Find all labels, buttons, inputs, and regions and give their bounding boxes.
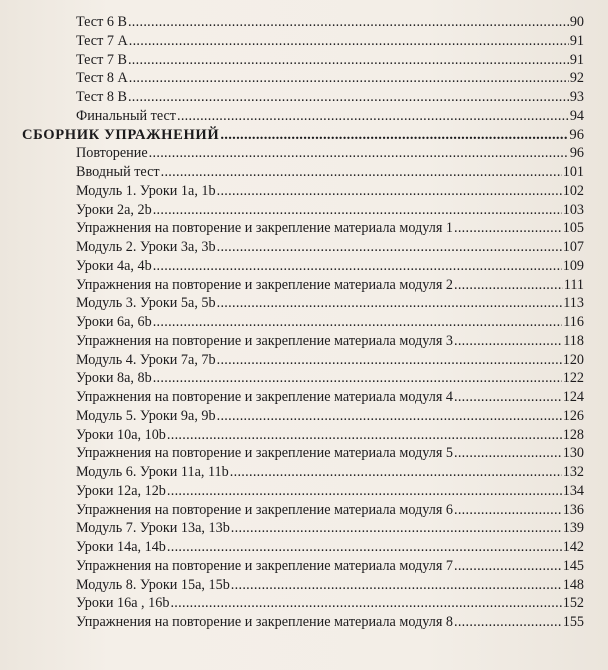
toc-entry-title: Упражнения на повторение и закрепление материала модуля 3 [76,332,453,349]
toc-leader-dots [454,276,563,294]
toc-leader-dots [167,426,562,444]
toc-entry-title: Модуль 5. Уроки 9a, 9b [76,407,216,424]
toc-entry [76,257,584,275]
toc-entry-title: Упражнения на повторение и закрепление материала модуля 1 [76,220,453,237]
toc-entry [76,576,584,594]
toc-section-page: 96 [569,126,584,143]
toc-entry-title: Уроки 12a, 12b [76,482,166,499]
toc-leader-dots [217,407,562,425]
toc-entry-page: 128 [562,426,584,443]
toc-entry [76,144,584,162]
toc-entry-page: 130 [562,445,584,462]
toc-entry-page: 94 [569,107,584,124]
toc-entry-title: Модуль 2. Уроки 3a, 3b [76,239,216,255]
toc-entry [76,613,584,631]
toc-leader-dots [217,182,562,200]
toc-leader-dots [217,238,562,256]
toc-entry-title: Тест 7 А [76,32,128,49]
toc-entry-page: 113 [563,295,584,312]
toc-entry-title: Упражнения на повторение и закрепление материала модуля 8 [76,614,453,630]
toc-entry-page: 126 [562,407,584,424]
toc-leader-dots [454,332,562,350]
toc-entry-page: 152 [562,595,584,612]
toc-leader-dots [454,444,562,462]
toc-leader-dots [128,51,569,69]
toc-leader-dots [170,594,561,612]
toc-entry [76,388,584,406]
toc-entry [76,463,584,481]
toc-entry-page: 136 [562,501,584,518]
toc-entry-title: Упражнения на повторение и закрепление материала модуля 7 [76,557,453,574]
toc-leader-dots [217,294,563,312]
toc-entry-page: 96 [569,145,584,162]
toc-entry [76,332,584,350]
toc-entry-page: 105 [562,220,584,237]
toc-leader-dots [161,163,562,181]
toc-entry-title: Тест 8 В [76,89,127,105]
toc-leader-dots [230,463,562,481]
toc-entry-title: Уроки 2a, 2b [76,201,152,218]
toc-entry-title: Тест 7 В [76,51,127,68]
toc-leader-dots [167,538,562,556]
toc-entry-title: Упражнения на повторение и закрепление материала модуля 5 [76,445,453,462]
toc-entry-title: Уроки 6a, 6b [76,314,152,330]
toc-leader-dots [454,219,562,237]
toc-section-heading [22,126,584,144]
toc-entry-title: Упражнения на повторение и закрепление материала модуля 6 [76,501,453,518]
toc-entry-title: Модуль 6. Уроки 11a, 11b [76,464,229,480]
toc-entry-page: 122 [562,370,584,387]
toc-entry-title: Вводный тест [76,164,160,180]
toc-leader-dots [128,88,569,106]
toc-entry-page: 107 [562,239,584,255]
toc-entry-title: Уроки 10a, 10b [76,426,166,443]
toc-entry-page: 145 [562,557,584,574]
toc-entry [76,294,584,312]
toc-entry-title: Модуль 8. Уроки 15a, 15b [76,576,230,593]
toc-entry [76,313,584,331]
toc-entry-page: 101 [562,164,584,180]
toc-entry-page: 124 [562,389,584,405]
toc-entry-page: 155 [562,614,584,630]
toc-entry-page: 91 [569,51,584,68]
toc-entry-page: 139 [562,520,584,537]
toc-entry [76,519,584,537]
toc-entry-title: Модуль 4. Уроки 7a, 7b [76,351,216,368]
toc-entry [76,107,584,125]
toc-entry-title: Модуль 1. Уроки 1a, 1b [76,182,216,199]
toc-entry-title: Модуль 7. Уроки 13a, 13b [76,520,230,537]
toc-entry-title: Модуль 3. Уроки 5a, 5b [76,295,216,312]
toc-entry-title: Тест 8 А [76,70,128,87]
toc-entry [76,482,584,500]
toc-entry-page: 134 [562,482,584,499]
toc-leader-dots [454,388,562,406]
toc-leader-dots [220,126,568,144]
toc-entry [76,13,584,31]
toc-entry [76,163,584,181]
toc-entry-page: 109 [562,257,584,274]
toc-entry [76,276,584,294]
toc-entry [76,32,584,50]
toc-entry-page: 111 [563,276,584,293]
toc-entry-title: Уроки 16a , 16b [76,595,170,612]
toc-entry [76,501,584,519]
toc-leader-dots [129,69,569,87]
toc-entry-page: 116 [563,314,584,330]
toc-leader-dots [128,13,569,31]
toc-entry [76,351,584,369]
toc-entry-page: 102 [562,182,584,199]
toc-leader-dots [217,351,562,369]
toc-entry [76,51,584,69]
toc-entry-page: 92 [569,70,584,87]
toc-entry [76,444,584,462]
toc-leader-dots [231,576,562,594]
toc-leader-dots [149,144,569,162]
toc-entry-title: Уроки 8a, 8b [76,370,152,387]
toc-entry [76,369,584,387]
toc-entry [76,557,584,575]
toc-entry [76,201,584,219]
toc-entry-page: 90 [569,14,584,30]
toc-entry-page: 93 [569,89,584,105]
toc-entry [76,219,584,237]
toc-leader-dots [153,369,562,387]
toc-entry-page: 142 [562,539,584,555]
toc-leader-dots [153,201,562,219]
toc-entry-page: 103 [562,201,584,218]
toc-entry [76,426,584,444]
toc-leader-dots [153,313,563,331]
toc-section-title: СБОРНИК УПРАЖНЕНИЙ [22,126,220,143]
toc-entry-title: Повторение [76,145,148,162]
toc-leader-dots [177,107,569,125]
toc-entry-title: Тест 6 В [76,14,127,30]
toc-entry-title: Упражнения на повторение и закрепление материала модуля 4 [76,389,453,405]
toc-entry [76,407,584,425]
toc-entry-page: 120 [562,351,584,368]
toc-entry-page: 118 [563,332,584,349]
toc-entry-title: Уроки 14a, 14b [76,539,166,555]
toc-entry [76,182,584,200]
toc-entry [76,88,584,106]
toc-leader-dots [167,482,562,500]
toc-entry-page: 148 [562,576,584,593]
toc-entry-page: 132 [562,464,584,480]
toc-leader-dots [231,519,562,537]
toc-entry-title: Уроки 4a, 4b [76,257,152,274]
toc-entry [76,69,584,87]
toc-leader-dots [454,613,562,631]
toc-leader-dots [153,257,562,275]
toc-entry [76,538,584,556]
toc-entry-page: 91 [569,32,584,49]
toc-leader-dots [129,32,569,50]
toc-leader-dots [454,501,562,519]
toc-entry-title: Финальный тест [76,107,176,124]
toc-entry [76,594,584,612]
toc-entry-title: Упражнения на повторение и закрепление материала модуля 2 [76,276,453,293]
toc-leader-dots [454,557,562,575]
toc-entry [76,238,584,256]
